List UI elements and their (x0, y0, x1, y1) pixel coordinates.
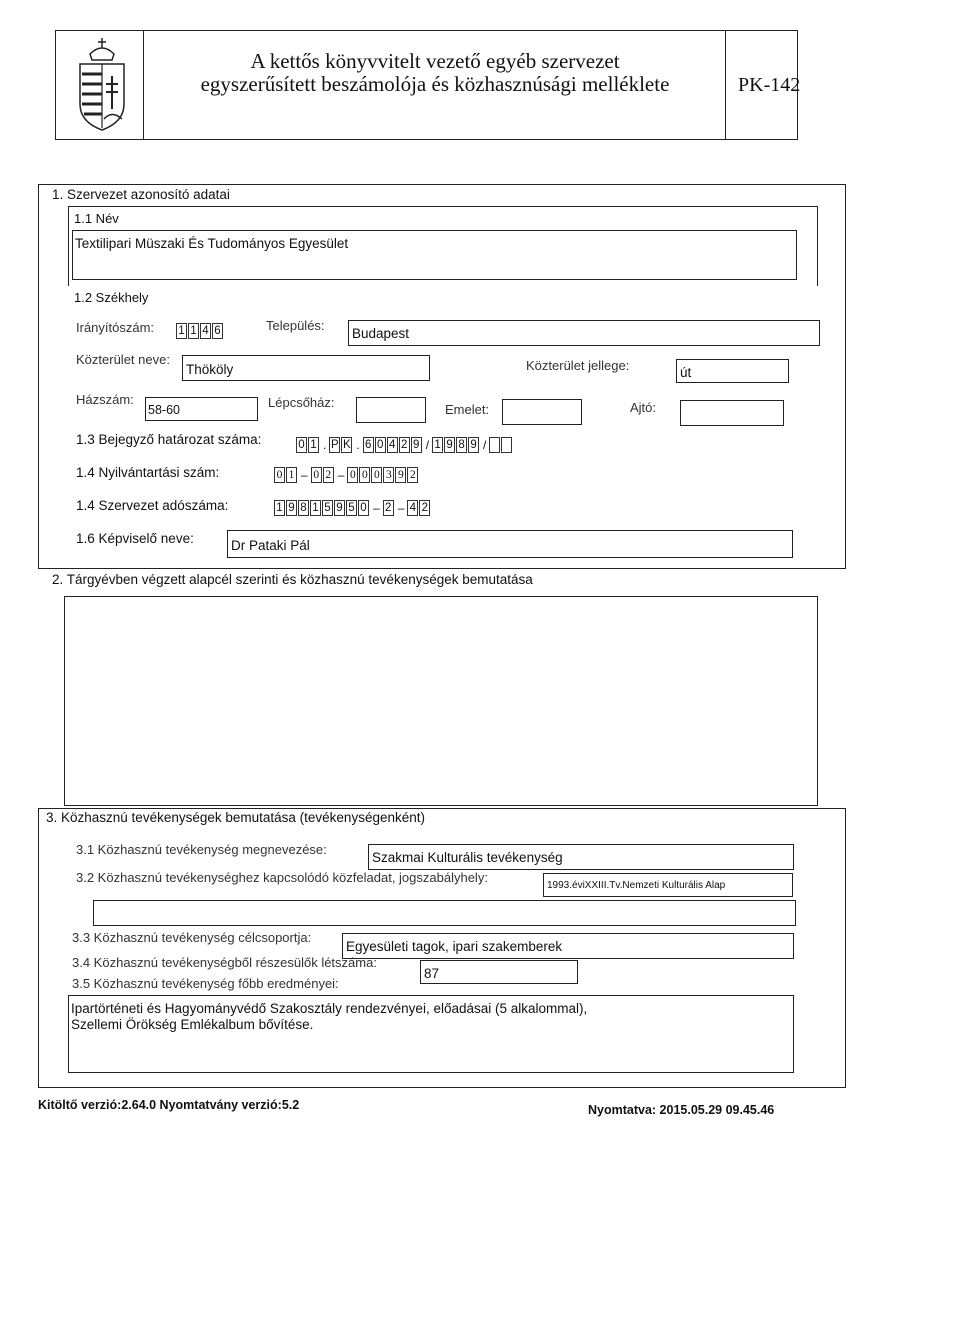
record-dash: – (301, 468, 308, 482)
record-digit: 3 (383, 467, 394, 483)
zip-digit: 1 (188, 323, 199, 339)
zip-label: Irányítószám: (76, 320, 155, 335)
count-value: 87 (424, 966, 440, 981)
record-label: 1.4 Nyilvántartási szám: (76, 465, 220, 480)
floor-field[interactable] (502, 399, 582, 425)
record-digit: 2 (323, 467, 334, 483)
section3-title: 3. Közhasznú tevékenységek bemutatása (tevékenységenként) (46, 810, 425, 825)
section2-textarea[interactable] (64, 596, 818, 806)
tax-digit: 8 (298, 500, 309, 516)
tax-digit: 5 (346, 500, 357, 516)
tax-digit: 9 (334, 500, 345, 516)
print-timestamp: Nyomtatva: 2015.05.29 09.45.46 (588, 1103, 775, 1117)
reg-digit: 4 (387, 437, 398, 453)
law-extra-field[interactable] (93, 900, 796, 926)
law-value: 1993.éviXXIII.Tv.Nemzeti Kulturális Alap (547, 880, 726, 891)
form-title-line1: A kettős könyvvitelt vezető egyéb szervezet (250, 49, 620, 73)
house-label: Házszám: (76, 392, 134, 407)
count-label: 3.4 Közhasznú tevékenységből részesülők létszáma: (72, 955, 377, 970)
reg-digit: 1 (308, 437, 319, 453)
tax-digit: 1 (274, 500, 285, 516)
target-value: Egyesületi tagok, ipari szakemberek (346, 939, 563, 954)
results-label: 3.5 Közhasznú tevékenység főbb eredményei: (72, 976, 339, 991)
target-label: 3.3 Közhasznú tevékenység célcsoportja: (72, 930, 312, 945)
record-digit: 0 (347, 467, 358, 483)
street-type-field[interactable] (676, 359, 789, 383)
door-field[interactable] (680, 400, 784, 426)
reg-digit: 0 (296, 437, 307, 453)
reg-digit: 2 (399, 437, 410, 453)
form-title-line2: egyszerűsített beszámolója és közhasznúsági melléklete (200, 72, 670, 96)
record-number-field[interactable] (274, 466, 419, 484)
tax-digit: 0 (358, 500, 369, 516)
street-type-label: Közterület jellege: (526, 358, 630, 373)
reg-dot: . (323, 438, 327, 452)
stair-field[interactable] (356, 397, 426, 423)
results-line2: Szellemi Örökség Emlékalbum bővítése. (71, 1017, 314, 1032)
results-line1: Ipartörténeti és Hagyományvédő Szakosztály rendezvényei, előadásai (5 alkalommal), (71, 1001, 588, 1016)
tax-digit: 4 (407, 500, 418, 516)
hungarian-coat-of-arms-icon (72, 34, 132, 134)
count-field[interactable] (420, 960, 578, 984)
reg-letter: K (343, 439, 351, 451)
reg-number-field[interactable] (296, 436, 513, 454)
activity-value: Szakmai Kulturális tevékenység (372, 850, 563, 865)
floor-label: Emelet: (445, 402, 490, 417)
reg-dot: . (356, 438, 360, 452)
zip-digit: 1 (176, 323, 187, 339)
door-label: Ajtó: (630, 400, 657, 415)
reg-digit: 0 (375, 437, 386, 453)
name-label: 1.1 Név (74, 211, 119, 226)
rep-value: Dr Pataki Pál (231, 538, 310, 553)
reg-slash: / (483, 438, 487, 452)
rep-label: 1.6 Képviselő neve: (76, 531, 194, 546)
rep-field[interactable] (227, 530, 793, 558)
record-digit: 0 (274, 467, 285, 483)
record-dash: – (337, 468, 345, 482)
street-label: Közterület neve: (76, 352, 170, 367)
record-digit: 9 (395, 467, 406, 483)
activity-label: 3.1 Közhasznú tevékenység megnevezése: (76, 842, 327, 857)
section2-title: 2. Tárgyévben végzett alapcél szerinti és közhasznú tevékenységek bemutatása (52, 572, 533, 587)
reg-digit: 6 (363, 437, 374, 453)
form-title (150, 50, 720, 96)
record-digit: 2 (407, 467, 418, 483)
tax-dash: – (397, 501, 405, 515)
law-label: 3.2 Közhasznú tevékenységhez kapcsolódó közfeladat, jogszabályhely: (76, 870, 488, 885)
section1-title: 1. Szervezet azonosító adatai (52, 187, 230, 202)
tax-digit: 2 (419, 500, 430, 516)
tax-dash: – (373, 501, 380, 515)
tax-digit: 9 (286, 500, 297, 516)
reg-digit: 9 (411, 437, 422, 453)
reg-letter: P (331, 439, 339, 451)
street-value: Thököly (186, 362, 234, 377)
record-digit: 0 (371, 467, 382, 483)
tax-digit: 5 (322, 500, 333, 516)
tax-digit: 1 (310, 500, 321, 516)
zip-field[interactable] (176, 322, 224, 340)
tax-label: 1.4 Szervezet adószáma: (76, 498, 229, 513)
tax-number-field[interactable] (274, 499, 431, 517)
record-digit: 0 (359, 467, 370, 483)
house-value: 58-60 (148, 403, 180, 417)
record-digit: 1 (286, 467, 297, 483)
tax-digit: 2 (383, 500, 394, 516)
seat-label: 1.2 Székhely (74, 290, 149, 305)
reg-suffix-digit (501, 437, 512, 453)
header-divider-right (725, 30, 726, 140)
name-value: Textilipari Müszaki És Tudományos Egyesület (75, 236, 349, 251)
reg-year-digit: 9 (444, 437, 455, 453)
reg-year-digit: 9 (468, 437, 479, 453)
zip-digit: 6 (212, 323, 223, 339)
street-type-value: út (680, 365, 692, 380)
stair-label: Lépcsőház: (268, 395, 335, 410)
zip-digit: 4 (200, 323, 211, 339)
reg-suffix-digit (489, 437, 500, 453)
version-info: Kitöltő verzió:2.64.0 Nyomtatvány verzió:5.2 (38, 1098, 300, 1112)
reg-slash: / (425, 438, 430, 452)
record-digit: 0 (311, 467, 322, 483)
reg-label: 1.3 Bejegyző határozat száma: (76, 432, 262, 447)
header-divider-left (143, 30, 144, 140)
reg-year-digit: 1 (432, 437, 443, 453)
city-field[interactable] (348, 320, 820, 346)
reg-year-digit: 8 (456, 437, 467, 453)
city-value: Budapest (352, 326, 410, 341)
city-label: Település: (266, 318, 325, 333)
form-code: PK-142 (738, 74, 801, 96)
